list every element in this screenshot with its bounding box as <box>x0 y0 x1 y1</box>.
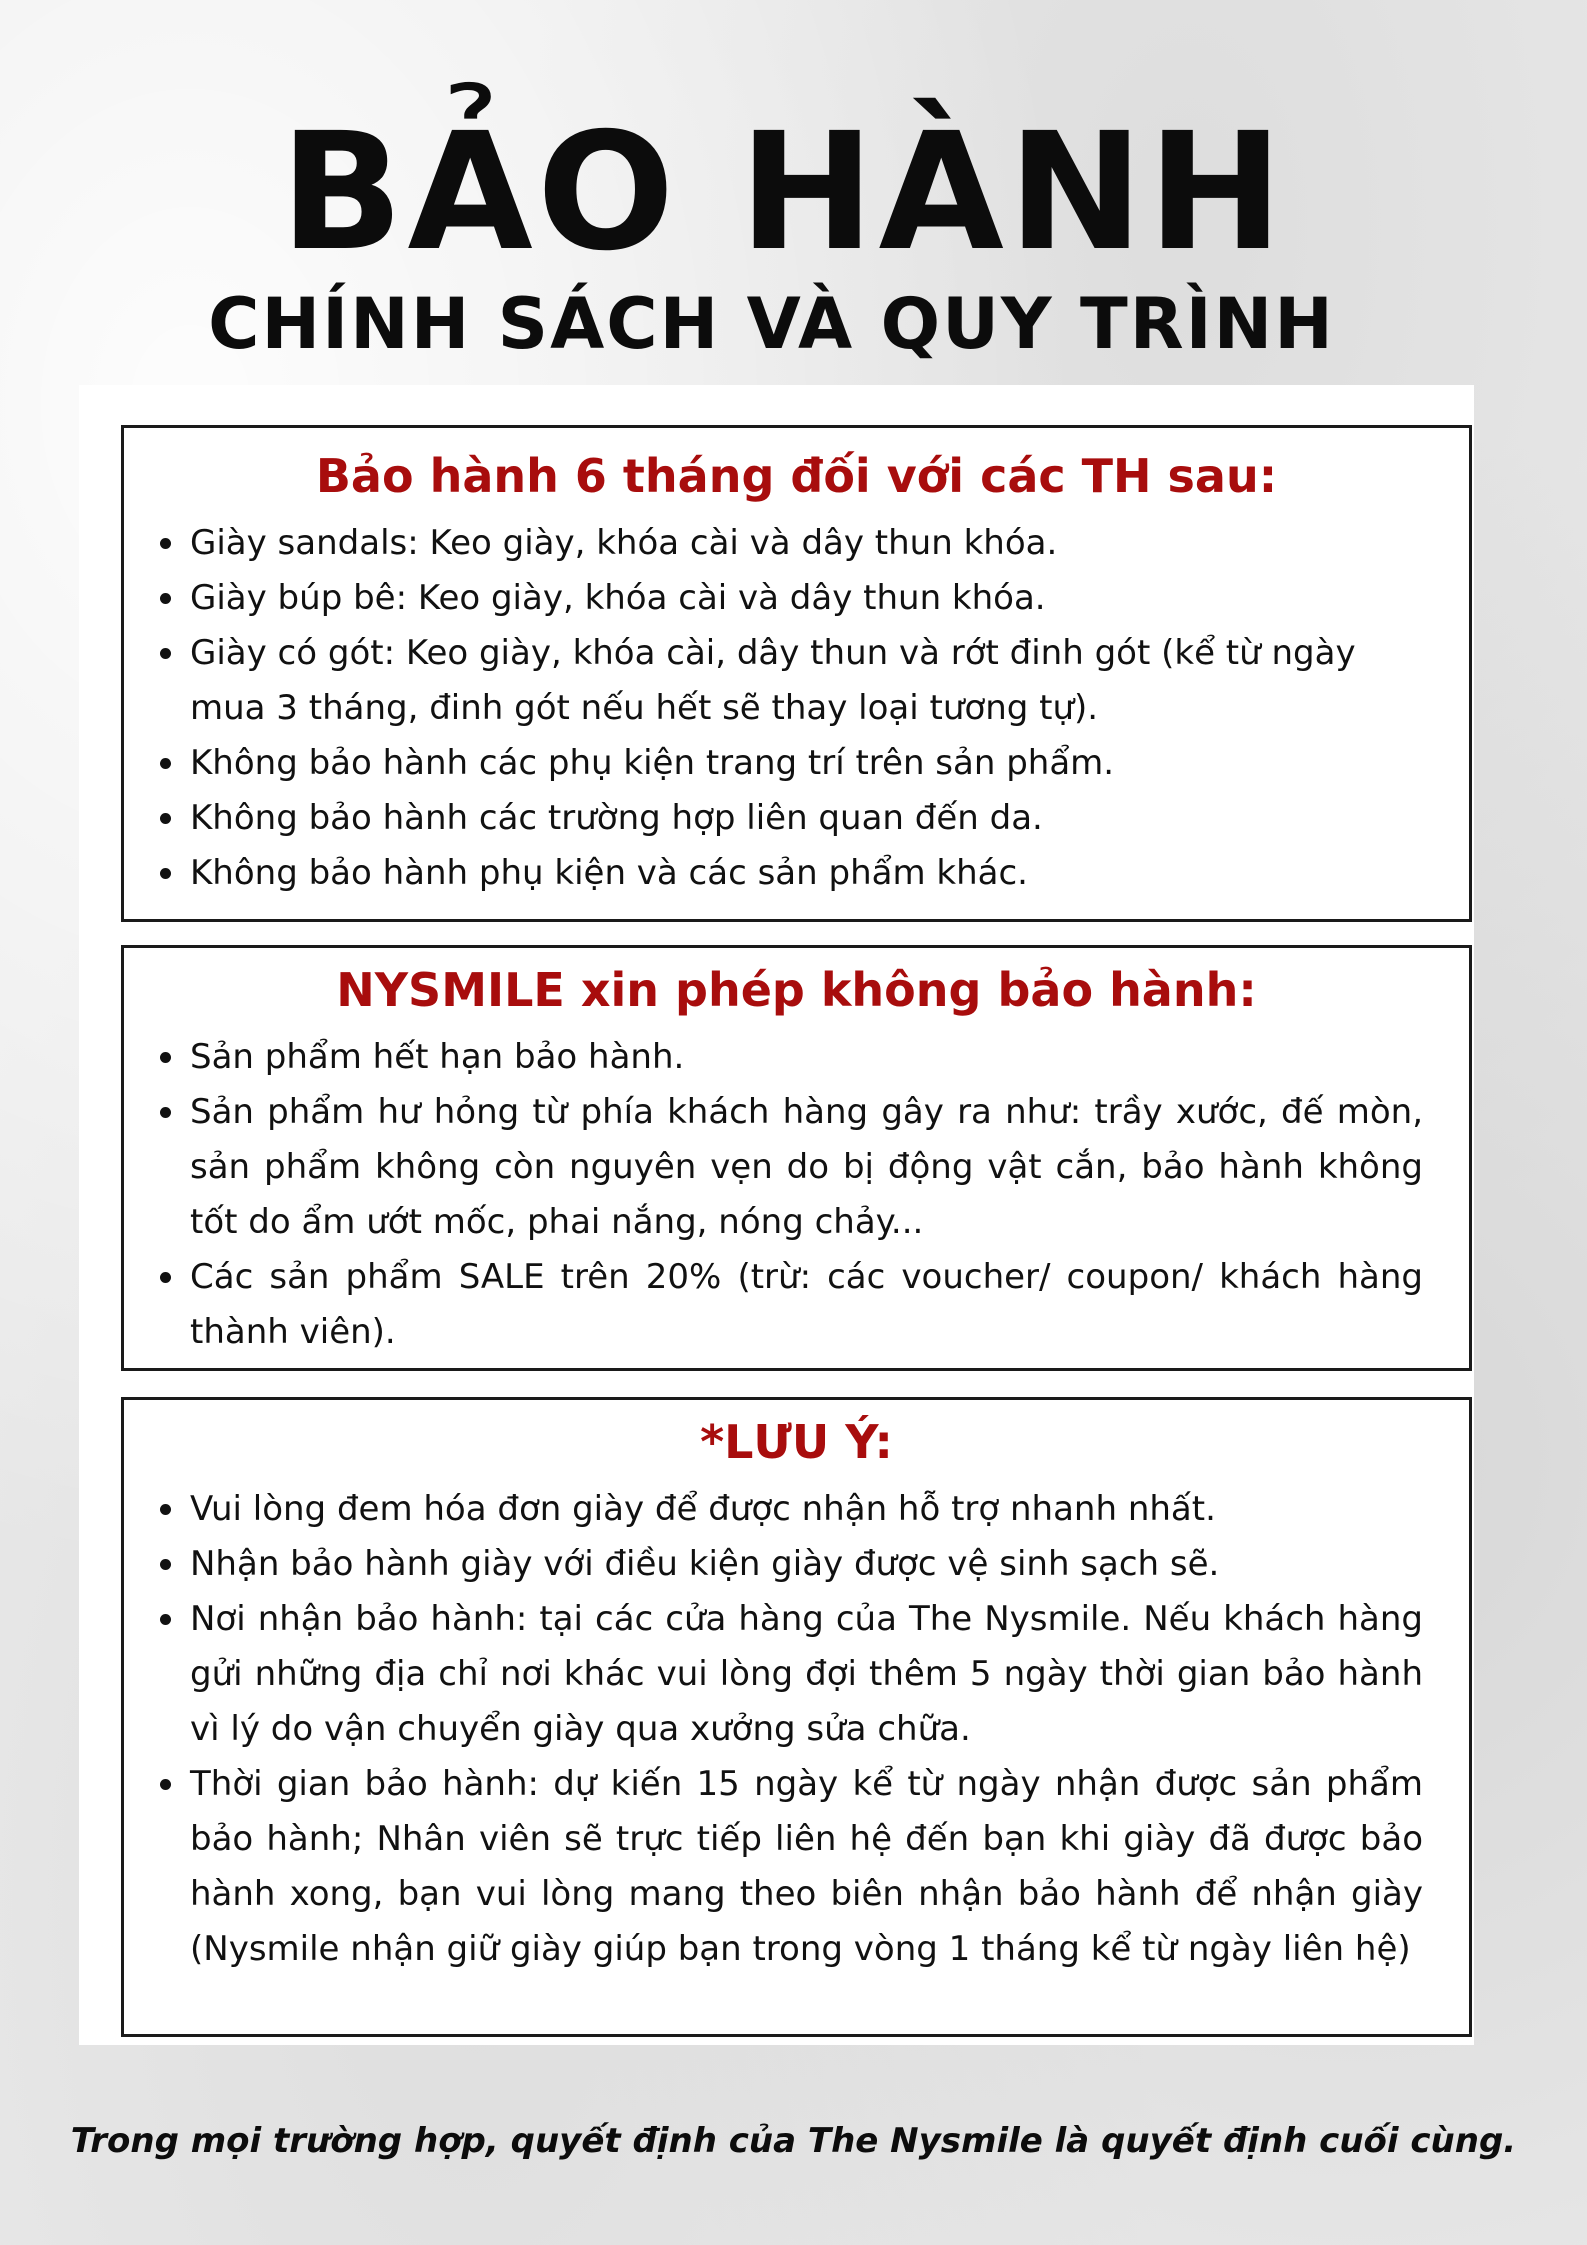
list-item: Sản phẩm hết hạn bảo hành. <box>190 1030 1423 1085</box>
list-item: Không bảo hành các trường hợp liên quan đến da. <box>190 791 1423 846</box>
bullet-list <box>124 1482 1469 1977</box>
list-item: Sản phẩm hư hỏng từ phía khách hàng gây ra như: trầy xước, đế mòn, sản phẩm không còn nguyên vẹn do bị động vật cắn, bảo hành không tốt do ẩm ướt mốc, phai nắng, nóng chảy... <box>190 1085 1423 1250</box>
page-subtitle: CHÍNH SÁCH VÀ QUY TRÌNH <box>208 283 1335 365</box>
list-item: Nơi nhận bảo hành: tại các cửa hàng của The Nysmile. Nếu khách hàng gửi những địa chỉ nơi khác vui lòng đợi thêm 5 ngày thời gian bảo hành vì lý do vận chuyển giày qua xưởng sửa chữa. <box>190 1592 1423 1757</box>
list-item: Vui lòng đem hóa đơn giày để được nhận hỗ trợ nhanh nhất. <box>190 1482 1423 1537</box>
content-panel <box>79 385 1474 2045</box>
list-item: Nhận bảo hành giày với điều kiện giày được vệ sinh sạch sẽ. <box>190 1537 1423 1592</box>
list-item: Thời gian bảo hành: dự kiến 15 ngày kể từ ngày nhận được sản phẩm bảo hành; Nhân viên sẽ trực tiếp liên hệ đến bạn khi giày đã được bảo hành xong, bạn vui lòng mang theo biên nhận bảo hành để nhận giày (Nysmile nhận giữ giày giúp bạn trong vòng 1 tháng kể từ ngày liên hệ) <box>190 1757 1423 1977</box>
section-heading: Bảo hành 6 tháng đối với các TH sau: <box>315 449 1278 503</box>
bullet-list <box>124 516 1469 901</box>
notes-section <box>121 1397 1472 2037</box>
section-heading: *LƯU Ý: <box>700 1415 893 1469</box>
list-item: Các sản phẩm SALE trên 20% (trừ: các voucher/ coupon/ khách hàng thành viên). <box>190 1250 1423 1360</box>
page-title: BẢO HÀNH <box>279 99 1288 287</box>
list-item: Giày có gót: Keo giày, khóa cài, dây thun và rớt đinh gót (kể từ ngày mua 3 tháng, đinh gót nếu hết sẽ thay loại tương tự). <box>190 626 1423 736</box>
warranty-coverage-section <box>121 425 1472 922</box>
list-item: Giày sandals: Keo giày, khóa cài và dây thun khóa. <box>190 516 1423 571</box>
section-heading: NYSMILE xin phép không bảo hành: <box>336 963 1257 1017</box>
list-item: Không bảo hành phụ kiện và các sản phẩm khác. <box>190 846 1423 901</box>
list-item: Giày búp bê: Keo giày, khóa cài và dây thun khóa. <box>190 571 1423 626</box>
no-warranty-section <box>121 945 1472 1371</box>
list-item: Không bảo hành các phụ kiện trang trí trên sản phẩm. <box>190 736 1423 791</box>
bullet-list <box>124 1030 1469 1360</box>
footer-note: Trong mọi trường hợp, quyết định của The Nysmile là quyết định cuối cùng. <box>70 2121 1517 2161</box>
